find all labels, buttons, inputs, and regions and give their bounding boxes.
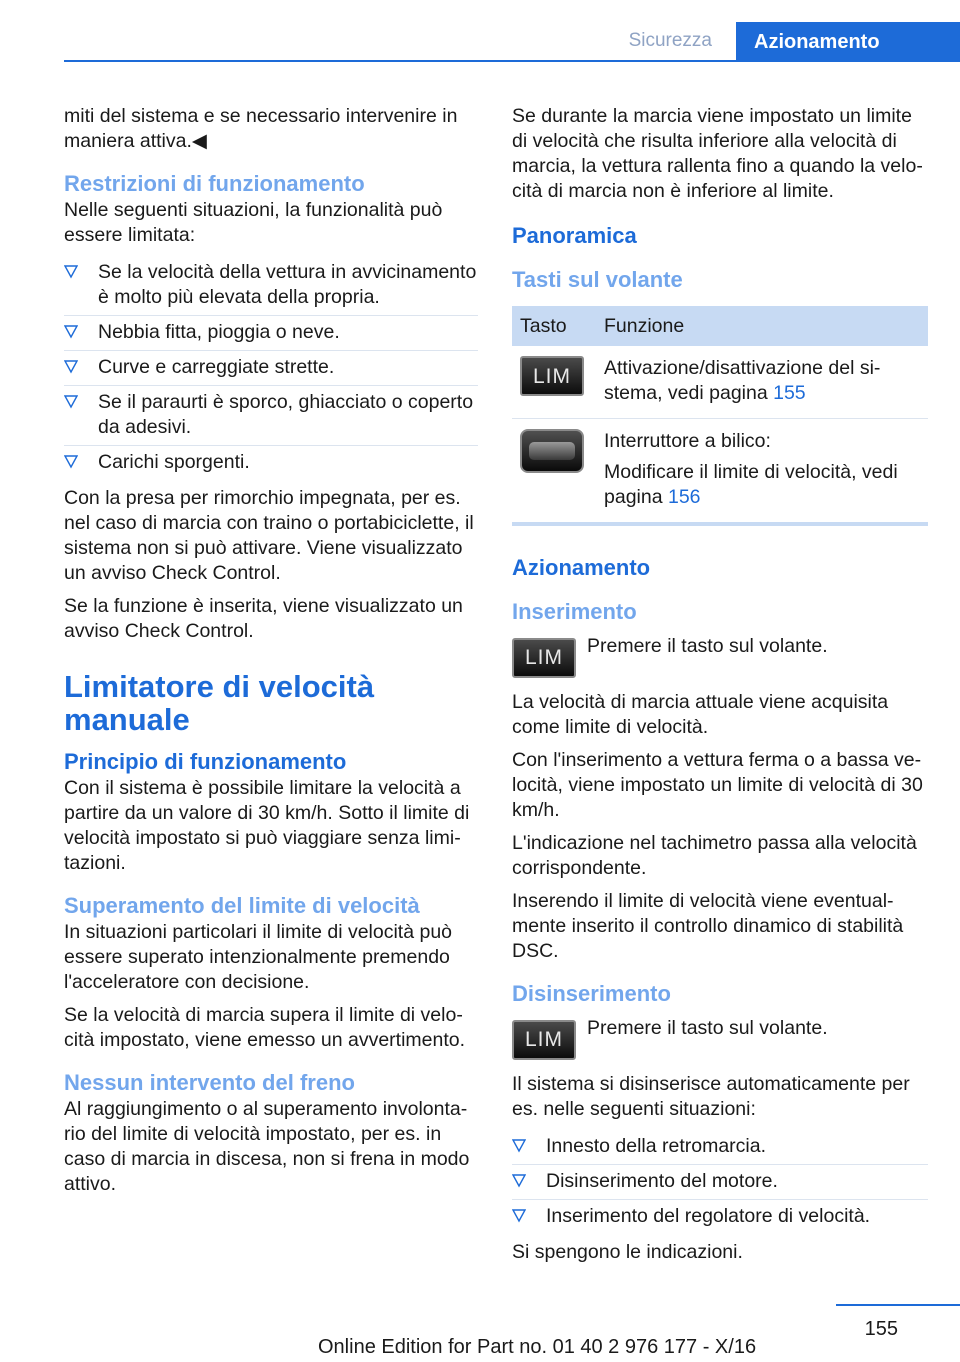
row1-function-text: Attivazione/disattivazione del sistema, vedi pagina <box>604 357 881 404</box>
triangle-bullet-icon <box>512 1209 526 1223</box>
list-item: Carichi sporgenti. <box>64 446 478 480</box>
insert-instruction <box>512 634 928 678</box>
lim-button-icon: LIM <box>520 356 584 396</box>
principle-heading: Principio di funzionamento <box>64 749 347 774</box>
row2-function-text: Modificare il limite di velocità, vedi pagina <box>604 461 898 508</box>
table-header-key: Tasto <box>512 306 596 346</box>
triangle-bullet-icon <box>64 455 78 469</box>
row2-function-title: Interruttore a bilico: <box>604 430 771 452</box>
left-column <box>64 104 478 1205</box>
restrictions-text: Nelle seguenti situazioni, la funzionalità può essere limitata: <box>64 199 443 246</box>
triangle-bullet-icon <box>64 265 78 279</box>
disable-list <box>512 1130 928 1234</box>
table-header-function: Funzione <box>596 306 928 346</box>
list-item: Inserimento del regolatore di velocità. <box>512 1200 928 1234</box>
list-item: Se la velocità della vettura in avvicinamento è molto più elevata della propria. <box>64 256 478 316</box>
lim-button-icon: LIM <box>512 638 576 678</box>
operation-heading: Azionamento <box>512 555 651 580</box>
overview-heading: Panoramica <box>512 223 637 248</box>
table-row <box>512 346 928 419</box>
list-item: Nebbia fitta, pioggia o neve. <box>64 316 478 351</box>
header-chapter-label: Azionamento <box>754 30 880 53</box>
restrictions-heading: Restrizioni di funzionamento <box>64 171 365 196</box>
disable-action-text: Premere il tasto sul volante. <box>587 1017 828 1039</box>
list-item: Disinserimento del motore. <box>512 1165 928 1200</box>
header-chapter-tab <box>736 22 960 62</box>
principle-text: Con il sistema è possibile limitare la velocità a partire da un valore di 30 km/h. Sotto il limite di velocità impostato si può viaggiare senza limitazioni. <box>64 777 470 874</box>
insert-text-2: Con l'inserimento a vettura ferma o a bassa velocità, viene impostato un limite di velocità di 30 km/h. <box>512 749 923 821</box>
list-item: Se il paraurti è sporco, ghiacciato o coperto da adesivi. <box>64 386 478 446</box>
rocker-switch-icon <box>520 429 584 473</box>
exceed-text-2: Se la velocità di marcia supera il limite di velocità impostato, viene emesso un avvertimento. <box>64 1004 466 1051</box>
list-item: Curve e carreggiate strette. <box>64 351 478 386</box>
exceed-heading: Superamento del limite di velocità <box>64 893 420 918</box>
triangle-bullet-icon <box>64 325 78 339</box>
insert-text-1: La velocità di marcia attuale viene acquisita come limite di velocità. <box>512 691 889 738</box>
right-column <box>512 104 928 1273</box>
disable-heading: Disinserimento <box>512 981 671 1006</box>
triangle-bullet-icon <box>64 395 78 409</box>
trailer-text: Con la presa per rimorchio impegnata, per es. nel caso di marcia con traino o portabiciclette, il sistema non si può attivare. Viene visualizzato un avviso Check Control. <box>64 487 474 584</box>
right-intro: Se durante la marcia viene impostato un limite di velocità che risulta inferiore alla velocità di marcia, la vettura rallenta fino a quando la velocità di marcia non è inferiore al limite. <box>512 105 923 202</box>
lim-button-icon: LIM <box>512 1020 576 1060</box>
header-section-label: Sicurezza <box>628 30 712 51</box>
main-title: Limitatore di velocità manuale <box>64 669 375 737</box>
edition-note: Online Edition for Part no. 01 40 2 976 177 - X/16 <box>318 1336 757 1358</box>
page-link-156[interactable]: 156 <box>667 486 701 508</box>
page-number: 155 <box>864 1318 898 1340</box>
table-row <box>512 419 928 525</box>
keys-heading: Tasti sul volante <box>512 267 683 292</box>
exceed-text-1: In situazioni particolari il limite di velocità può essere superato intenzionalmente premendo l'acceleratore con decisione. <box>64 921 453 993</box>
insert-action-text: Premere il tasto sul volante. <box>587 635 828 657</box>
brake-text: Al raggiungimento o al superamento involontario del limite di velocità impostato, per es. in caso di marcia in discesa, non si frena in modo attivo. <box>64 1098 470 1195</box>
disable-end-text: Si spengono le indicazioni. <box>512 1241 743 1263</box>
steering-keys-table <box>512 306 928 526</box>
restrictions-list <box>64 256 478 480</box>
triangle-bullet-icon <box>512 1174 526 1188</box>
left-intro: miti del sistema e se necessario intervenire in maniera attiva.◀ <box>64 105 458 152</box>
insert-text-3: L'indicazione nel tachimetro passa alla velocità corrispondente. <box>512 832 917 879</box>
triangle-bullet-icon <box>64 360 78 374</box>
inserted-text: Se la funzione è inserita, viene visualizzato un avviso Check Control. <box>64 595 463 642</box>
list-item: Innesto della retromarcia. <box>512 1130 928 1165</box>
disable-text: Il sistema si disinserisce automaticamente per es. nelle seguenti situazioni: <box>512 1073 910 1120</box>
insert-text-4: Inserendo il limite di velocità viene eventualmente inserito il controllo dinamico di stabilità DSC. <box>512 890 904 962</box>
insert-heading: Inserimento <box>512 599 637 624</box>
brake-heading: Nessun intervento del freno <box>64 1070 355 1095</box>
footer-rule <box>836 1304 960 1306</box>
disable-instruction <box>512 1016 928 1060</box>
page-link-155[interactable]: 155 <box>773 382 806 404</box>
header-rule <box>64 60 960 62</box>
table-header-row <box>512 306 928 346</box>
triangle-bullet-icon <box>512 1139 526 1153</box>
